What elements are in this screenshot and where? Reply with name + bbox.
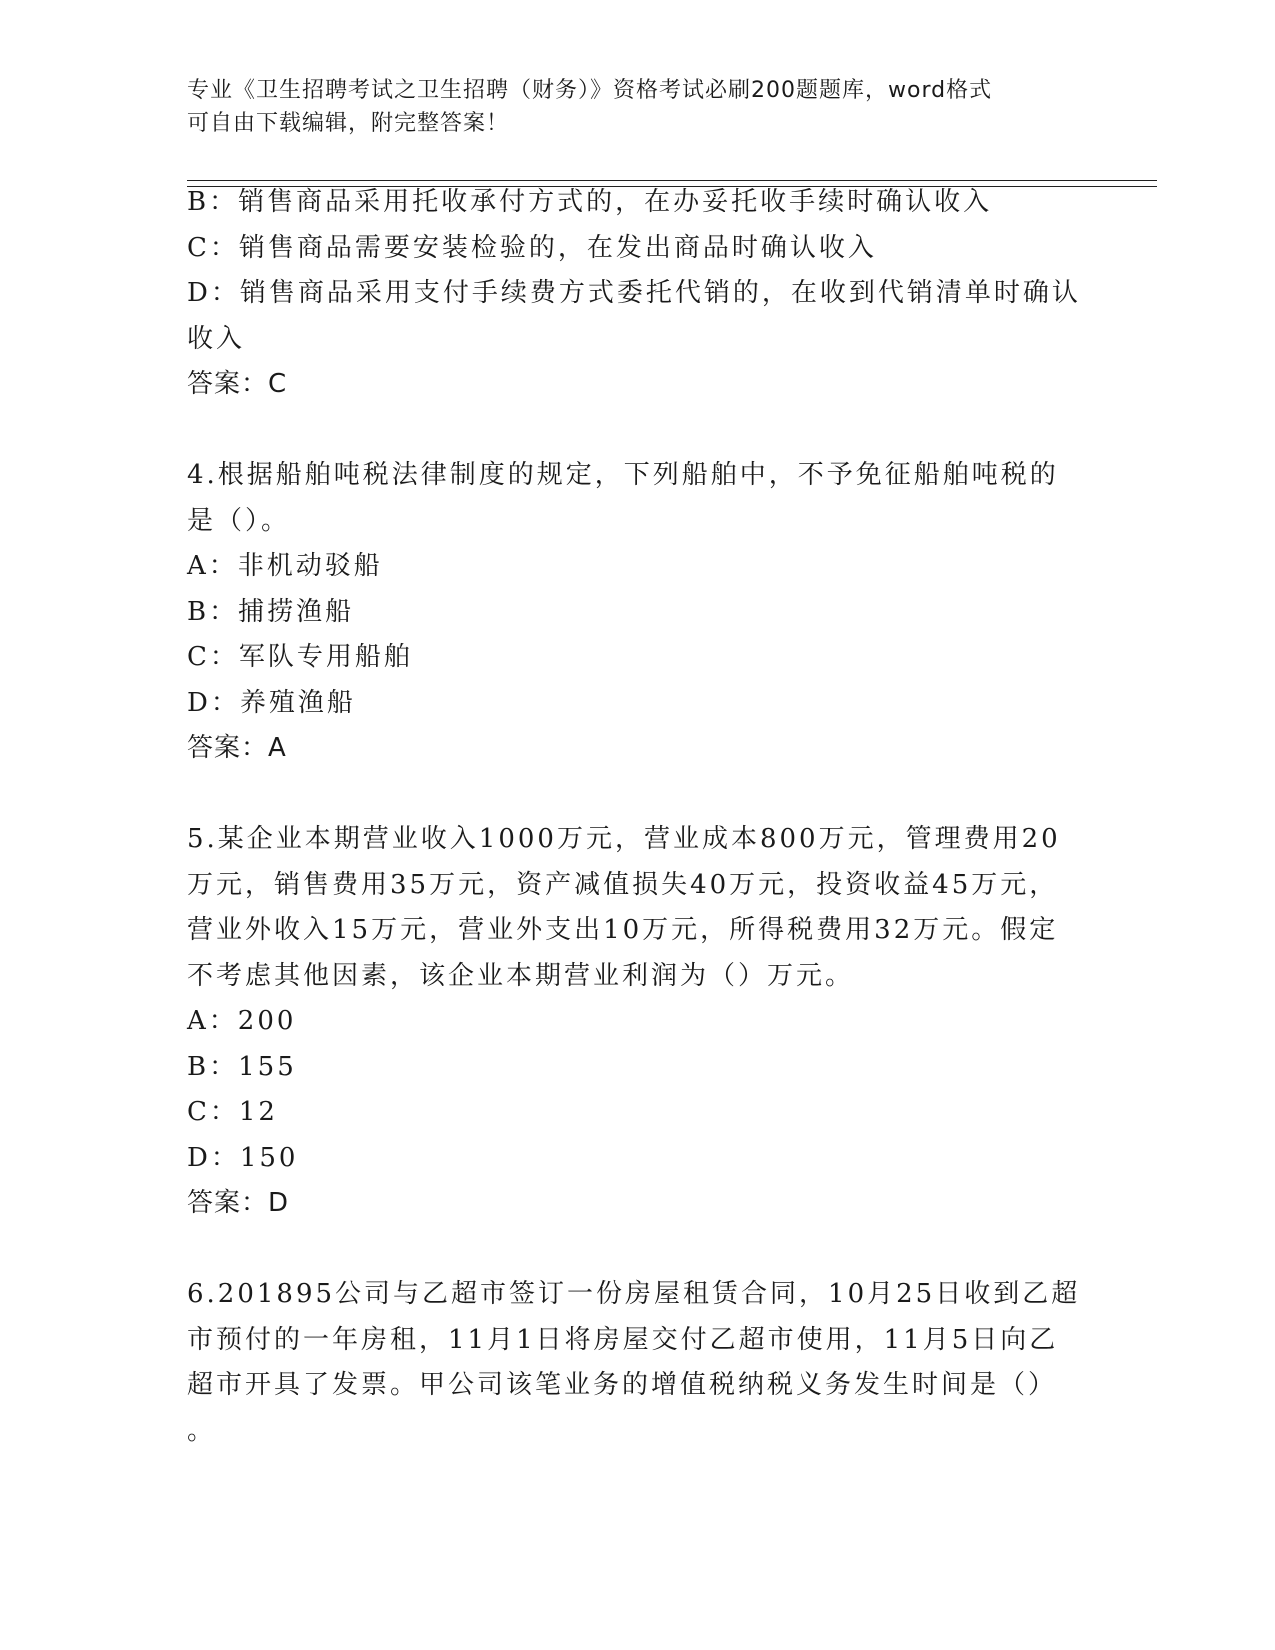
spacer	[187, 408, 1087, 454]
q4-answer: 答案：A	[187, 733, 287, 763]
q4-option-b: B：捕捞渔船	[187, 596, 355, 627]
q4-option-a: A：非机动驳船	[187, 551, 383, 581]
q3-option-d-line-1: D：销售商品采用支付手续费方式委托代销的，在收到代销清单时确认	[187, 278, 1081, 308]
q5-option-d: D：150	[187, 1142, 299, 1173]
q3-option-c: C：销售商品需要安装检验的，在发出商品时确认收入	[187, 232, 877, 263]
q4-option-d: D：养殖渔船	[187, 687, 356, 718]
q5-stem-line-2: 万元，销售费用35万元，资产减值损失40万元，投资收益45万元，	[187, 869, 1059, 900]
q5-stem-line-1: 5.某企业本期营业收入1000万元，营业成本800万元，管理费用20	[187, 824, 1061, 854]
q5-option-c: C：12	[187, 1097, 278, 1127]
question-3-continued	[187, 180, 1087, 1454]
q4-stem-line-2: 是（）。	[187, 505, 291, 536]
q5-option-b: B：155	[187, 1051, 297, 1082]
q6-stem-line-2: 市预付的一年房租，11月1日将房屋交付乙超市使用，11月5日向乙	[187, 1324, 1059, 1355]
document-header	[187, 74, 1067, 140]
q3-option-d-line-2: 收入	[187, 323, 246, 354]
spacer	[187, 1227, 1087, 1273]
q4-stem-line-1: 4.根据船舶吨税法律制度的规定，下列船舶中，不予免征船舶吨税的	[187, 460, 1059, 490]
q5-answer: 答案：D	[187, 1188, 290, 1218]
q6-stem-line-1: 6.201895公司与乙超市签订一份房屋租赁合同，10月25日收到乙超	[187, 1279, 1081, 1309]
q3-answer: 答案：C	[187, 369, 288, 399]
q5-stem-line-4: 不考虑其他因素，该企业本期营业利润为（）万元。	[187, 960, 855, 991]
q6-stem-line-3: 超市开具了发票。甲公司该笔业务的增值税纳税义务发生时间是（）	[187, 1370, 1058, 1400]
q4-option-c: C：军队专用船舶	[187, 642, 413, 672]
header-title-line-1: 专业《卫生招聘考试之卫生招聘（财务）》资格考试必刷200题题库，word格式	[187, 78, 993, 103]
q5-option-a: A：200	[187, 1006, 297, 1036]
header-title-line-2: 可自由下载编辑，附完整答案！	[187, 111, 510, 136]
spacer	[187, 772, 1087, 818]
q6-stem-line-4: 。	[187, 1415, 217, 1446]
q3-option-b: B：销售商品采用托收承付方式的，在办妥托收手续时确认收入	[187, 187, 993, 217]
q5-stem-line-3: 营业外收入15万元，营业外支出10万元，所得税费用32万元。假定	[187, 915, 1059, 945]
